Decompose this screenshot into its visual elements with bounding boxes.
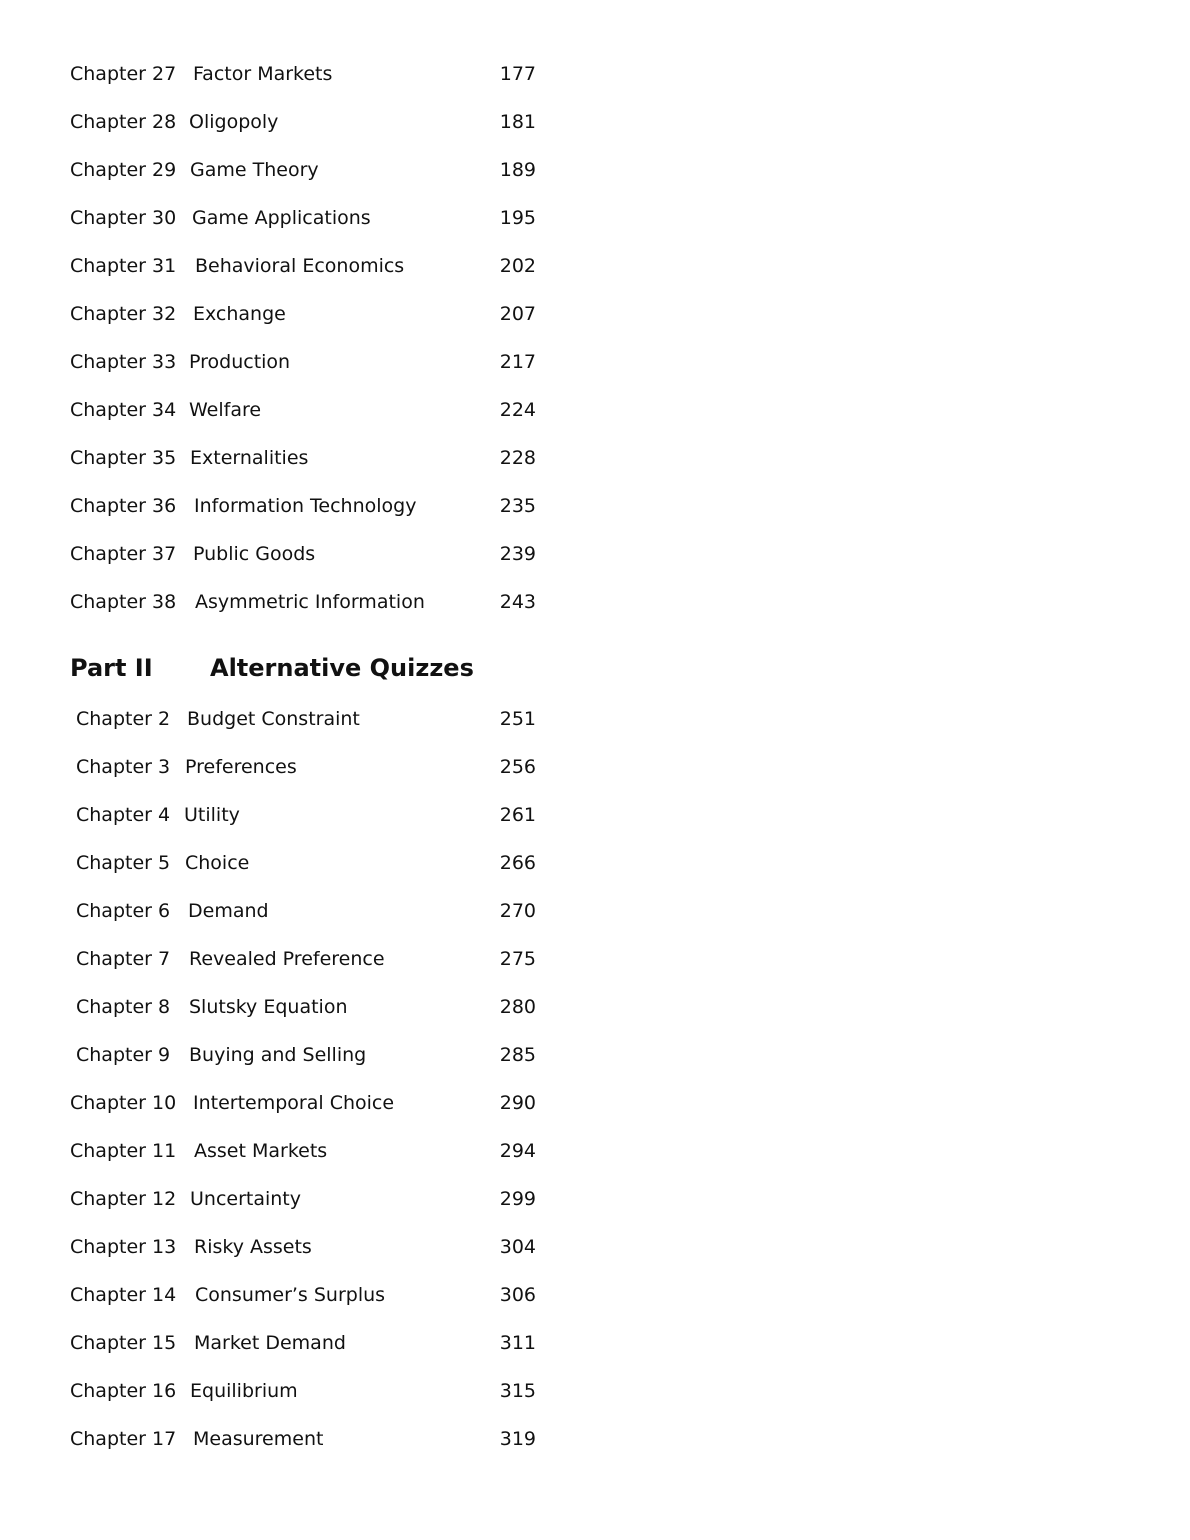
toc-row [70,300,550,348]
chapter-title: Information Technology [194,495,417,517]
page-number: 235 [499,495,536,517]
chapter-number: Chapter 30 [70,207,177,229]
toc-row [70,60,550,108]
chapter-number: Chapter 38 [70,591,177,613]
page-number: 195 [499,207,536,229]
page-number: 280 [499,996,536,1018]
toc-row [70,849,550,897]
chapter-number: Chapter 27 [70,63,177,85]
page-number: 181 [499,111,536,133]
page-number: 294 [499,1140,536,1162]
chapter-title: Welfare [189,399,262,421]
toc-row [70,540,550,588]
toc-row [70,1377,550,1425]
chapter-number: Chapter 16 [70,1380,177,1402]
toc-row [70,1425,550,1473]
page-number: 270 [499,900,536,922]
chapter-title: Demand [188,900,269,922]
page-number: 311 [499,1332,536,1354]
chapter-title: Public Goods [193,543,316,565]
toc-row [70,108,550,156]
chapter-title: Intertemporal Choice [193,1092,395,1114]
toc-row [70,156,550,204]
toc-row [70,1281,550,1329]
chapter-title: Equilibrium [190,1380,298,1402]
chapter-title: Choice [185,852,250,874]
chapter-number: Chapter 37 [70,543,177,565]
chapter-title: Risky Assets [194,1236,312,1258]
page-number: 275 [499,948,536,970]
chapter-number: Chapter 34 [70,399,177,421]
page-number: 261 [499,804,536,826]
page-number: 228 [499,447,536,469]
page-number: 239 [499,543,536,565]
chapter-number: Chapter 31 [70,255,177,277]
chapter-number: Chapter 36 [70,495,177,517]
chapter-title: Measurement [193,1428,324,1450]
part-heading [70,651,474,685]
toc-row [70,492,550,540]
toc-list-part-two [70,705,550,1473]
chapter-title: Market Demand [194,1332,346,1354]
chapter-title: Exchange [193,303,286,325]
page-number: 189 [499,159,536,181]
toc-row [70,1185,550,1233]
chapter-number: Chapter 14 [70,1284,177,1306]
chapter-title: Asymmetric Information [195,591,425,613]
chapter-number: Chapter 15 [70,1332,177,1354]
chapter-number: Chapter 28 [70,111,177,133]
page-number: 299 [499,1188,536,1210]
toc-row [70,897,550,945]
toc-row [70,1041,550,1089]
part-label: Part II [70,654,153,682]
chapter-title: Game Theory [190,159,319,181]
toc-row [70,1233,550,1281]
chapter-number: Chapter 12 [70,1188,177,1210]
toc-row [70,204,550,252]
page-number: 243 [499,591,536,613]
toc-list-part-one [70,60,550,636]
page-number: 290 [499,1092,536,1114]
page-number: 266 [499,852,536,874]
chapter-number: Chapter 13 [70,1236,177,1258]
chapter-number: Chapter 11 [70,1140,177,1162]
chapter-number: Chapter 32 [70,303,177,325]
page-number: 202 [499,255,536,277]
chapter-number: Chapter 29 [70,159,177,181]
toc-row [70,993,550,1041]
toc-row [70,396,550,444]
toc-row [70,801,550,849]
chapter-number: Chapter 9 [76,1044,171,1066]
chapter-number: Chapter 35 [70,447,177,469]
page-number: 285 [499,1044,536,1066]
page-number: 319 [499,1428,536,1450]
page-number: 217 [499,351,536,373]
toc-row [70,945,550,993]
page-number: 251 [499,708,536,730]
page-number: 256 [499,756,536,778]
toc-row [70,588,550,636]
chapter-number: Chapter 6 [76,900,171,922]
chapter-title: Factor Markets [193,63,333,85]
chapter-title: Buying and Selling [189,1044,367,1066]
page-number: 304 [499,1236,536,1258]
chapter-title: Utility [184,804,240,826]
toc-row [70,252,550,300]
chapter-number: Chapter 10 [70,1092,177,1114]
toc-row [70,348,550,396]
part-title: Alternative Quizzes [210,654,474,682]
toc-row [70,444,550,492]
chapter-number: Chapter 17 [70,1428,177,1450]
chapter-title: Behavioral Economics [195,255,405,277]
page-number: 207 [499,303,536,325]
chapter-title: Uncertainty [190,1188,302,1210]
chapter-title: Production [189,351,291,373]
chapter-number: Chapter 33 [70,351,177,373]
page-number: 224 [499,399,536,421]
chapter-title: Game Applications [192,207,371,229]
chapter-number: Chapter 8 [76,996,171,1018]
toc-row [70,1137,550,1185]
page-number: 315 [499,1380,536,1402]
chapter-number: Chapter 7 [76,948,171,970]
chapter-number: Chapter 2 [76,708,171,730]
page-number: 177 [499,63,536,85]
chapter-title: Revealed Preference [189,948,385,970]
chapter-title: Asset Markets [194,1140,328,1162]
chapter-title: Consumer’s Surplus [195,1284,386,1306]
toc-row [70,753,550,801]
chapter-title: Preferences [185,756,297,778]
page-number: 306 [499,1284,536,1306]
chapter-title: Budget Constraint [187,708,360,730]
toc-row [70,1089,550,1137]
chapter-number: Chapter 5 [76,852,171,874]
toc-row [70,705,550,753]
toc-row [70,1329,550,1377]
chapter-number: Chapter 4 [76,804,171,826]
chapter-title: Oligopoly [189,111,279,133]
chapter-number: Chapter 3 [76,756,171,778]
chapter-title: Slutsky Equation [189,996,348,1018]
chapter-title: Externalities [190,447,309,469]
